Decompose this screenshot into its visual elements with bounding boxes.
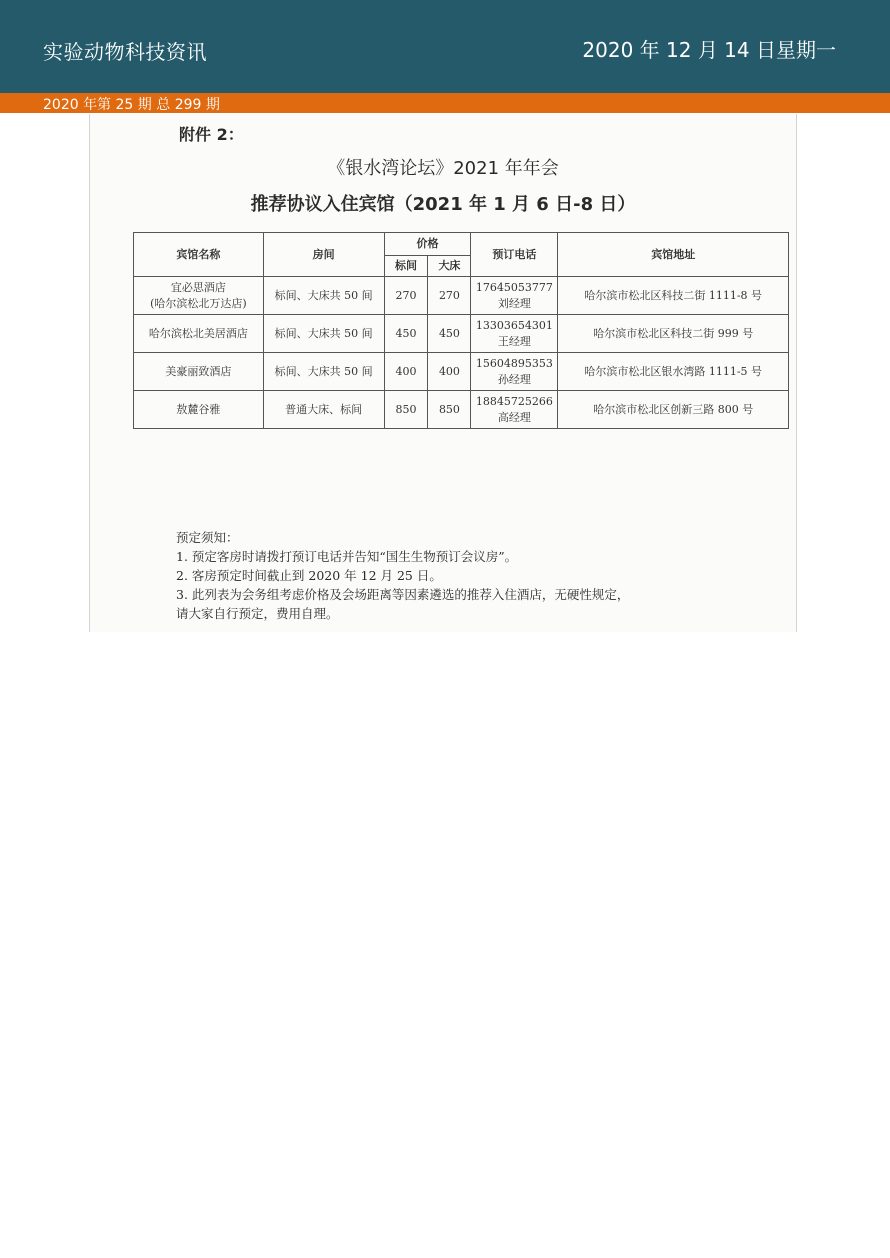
- hotel-address: 哈尔滨市松北区创新三路 800 号: [558, 391, 789, 429]
- table-row: [134, 391, 789, 429]
- notes-heading: 预定须知：: [176, 530, 239, 545]
- hotel-name: 宜必思酒店 (哈尔滨松北万达店): [134, 277, 264, 315]
- document-subtitle: 推荐协议入住宾馆（2021 年 1 月 6 日-8 日）: [250, 194, 636, 215]
- room-info: 普通大床、标间: [263, 391, 384, 429]
- standard-price: 270: [384, 277, 428, 315]
- header-phone: 预订电话: [471, 233, 558, 277]
- room-info: 标间、大床共 50 间: [263, 353, 384, 391]
- hotel-table: [133, 232, 789, 429]
- standard-price: 400: [384, 353, 428, 391]
- room-info: 标间、大床共 50 间: [263, 277, 384, 315]
- table-header-row: [134, 233, 789, 256]
- header-address: 宾馆地址: [558, 233, 789, 277]
- note-item: 1. 预定客房时请拨打预订电话并告知“国生生物预订会议房”。: [176, 549, 518, 564]
- standard-price: 450: [384, 315, 428, 353]
- header-date: 2020 年 12 月 14 日星期一: [582, 38, 836, 62]
- header-standard-room: 标间: [384, 256, 428, 277]
- booking-phone: 18845725266 高经理: [471, 391, 558, 429]
- booking-notes: [176, 528, 629, 623]
- table-row: [134, 353, 789, 391]
- hotel-address: 哈尔滨市松北区科技二街 999 号: [558, 315, 789, 353]
- booking-phone: 15604895353 孙经理: [471, 353, 558, 391]
- standard-price: 850: [384, 391, 428, 429]
- header-hotel-name: 宾馆名称: [134, 233, 264, 277]
- king-price: 400: [428, 353, 471, 391]
- room-info: 标间、大床共 50 间: [263, 315, 384, 353]
- table-row: [134, 277, 789, 315]
- king-price: 450: [428, 315, 471, 353]
- issue-number: 2020 年第 25 期 总 299 期: [43, 97, 220, 113]
- publication-title: 实验动物科技资讯: [43, 40, 207, 64]
- table-row: [134, 315, 789, 353]
- note-item: 请大家自行预定，费用自理。: [176, 606, 339, 621]
- hotel-address: 哈尔滨市松北区科技二街 1111-8 号: [558, 277, 789, 315]
- issue-bar: [0, 93, 890, 113]
- note-item: 2. 客房预定时间截止到 2020 年 12 月 25 日。: [176, 568, 442, 583]
- header-room: 房间: [263, 233, 384, 277]
- hotel-name: 敖麓谷雅: [134, 391, 264, 429]
- scanned-attachment: [89, 114, 797, 632]
- booking-phone: 17645053777 刘经理: [471, 277, 558, 315]
- king-price: 270: [428, 277, 471, 315]
- attachment-label: 附件 2：: [179, 125, 244, 144]
- hotel-name: 美豪丽致酒店: [134, 353, 264, 391]
- booking-phone: 13303654301 王经理: [471, 315, 558, 353]
- king-price: 850: [428, 391, 471, 429]
- document-title: 《银水湾论坛》2021 年年会: [327, 158, 559, 179]
- hotel-address: 哈尔滨市松北区银水湾路 1111-5 号: [558, 353, 789, 391]
- header-king-room: 大床: [428, 256, 471, 277]
- note-item: 3. 此列表为会务组考虑价格及会场距离等因素遴选的推荐入住酒店，无硬性规定，: [176, 587, 630, 602]
- hotel-name: 哈尔滨松北美居酒店: [134, 315, 264, 353]
- header-price: 价格: [384, 233, 471, 256]
- header-bar: [0, 0, 890, 93]
